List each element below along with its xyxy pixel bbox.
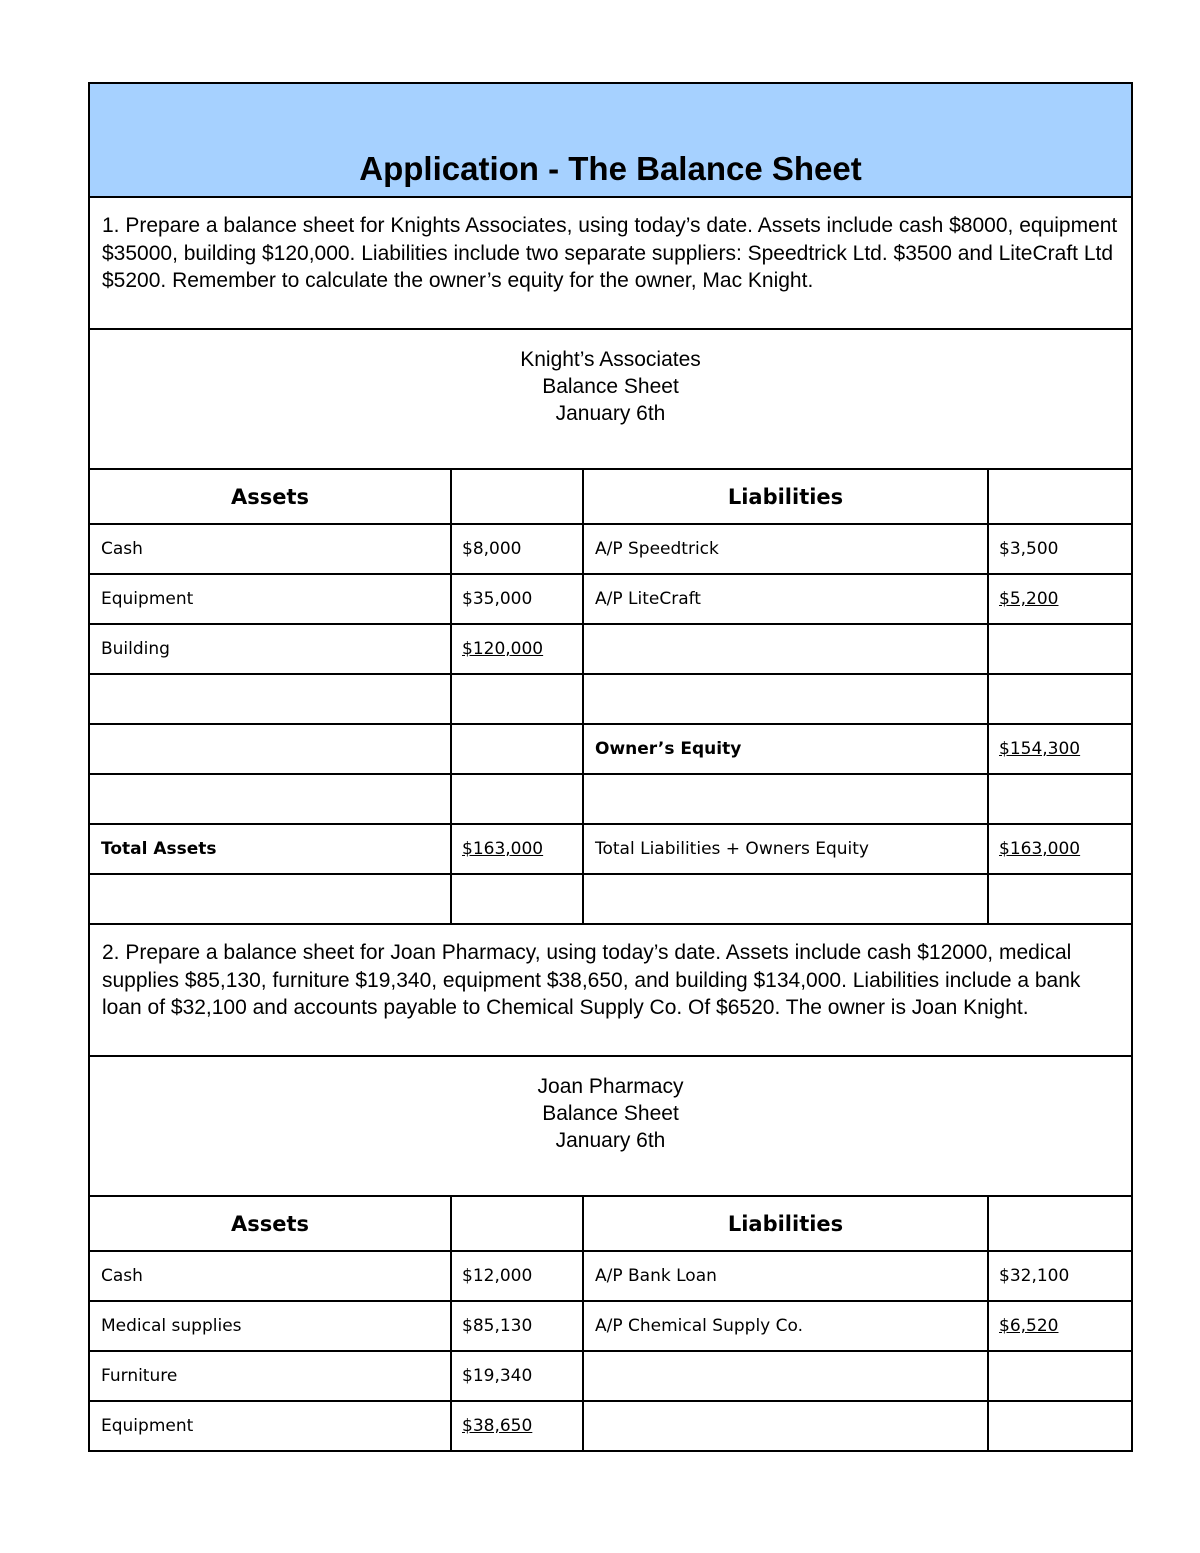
q2-asset-value: $38,650 (451, 1401, 583, 1451)
q1-liabilities-amount-header (988, 469, 1132, 524)
q1-asset-value (451, 674, 583, 724)
q2-assets-amount-header (451, 1196, 583, 1251)
q2-liabilities-amount-header (988, 1196, 1132, 1251)
q2-asset-label: Medical supplies (89, 1301, 451, 1351)
table-row (89, 1301, 1132, 1351)
q2-liabilities-header: Liabilities (583, 1196, 988, 1251)
table-row (89, 1401, 1132, 1451)
q1-liability-label (583, 774, 988, 824)
q1-asset-label: Building (89, 624, 451, 674)
q2-asset-value: $85,130 (451, 1301, 583, 1351)
q1-statement-name: Balance Sheet (542, 375, 679, 398)
q2-asset-value: $12,000 (451, 1251, 583, 1301)
table-row (89, 674, 1132, 724)
table-row (89, 524, 1132, 574)
q2-assets-header: Assets (89, 1196, 451, 1251)
q1-asset-value: $120,000 (451, 624, 583, 674)
q2-liability-label (583, 1401, 988, 1451)
q2-company-name: Joan Pharmacy (537, 1075, 684, 1098)
q1-liability-label: A/P Speedtrick (583, 524, 988, 574)
question-2-prompt: 2. Prepare a balance sheet for Joan Pharmacy, using today’s date. Assets include cash $12000, medical supplies $85,130, furniture $19,340, equipment $38,650, and building $134,000. Liabilities include a bank loan of $32,100 and accounts payable to Chemical Supply Co. Of $6520. The owner is Joan Knight. (89, 924, 1132, 1056)
q2-liability-value: $32,100 (988, 1251, 1132, 1301)
question-1-prompt: 1. Prepare a balance sheet for Knights Associates, using today’s date. Assets include cash $8000, equipment $35000, building $120,000. Liabilities include two separate suppliers: Speedtrick Ltd. $3500 and LiteCraft Ltd $5200. Remember to calculate the owner’s equity for the owner, Mac Knight. (89, 197, 1132, 329)
worksheet (88, 82, 1131, 1452)
q1-total-liabilities-equity-label: Total Liabilities + Owners Equity (583, 824, 988, 874)
q1-company-name: Knight’s Associates (520, 348, 701, 371)
table-row (89, 874, 1132, 924)
q1-asset-value: $8,000 (451, 524, 583, 574)
table-row (89, 574, 1132, 624)
q1-owners-equity-value: $154,300 (988, 724, 1132, 774)
q1-asset-label (89, 774, 451, 824)
q1-liability-value: $5,200 (988, 574, 1132, 624)
q1-statement-heading (89, 329, 1132, 469)
q1-liability-value (988, 774, 1132, 824)
q2-liability-value: $6,520 (988, 1301, 1132, 1351)
q2-asset-label: Furniture (89, 1351, 451, 1401)
q1-liability-value: $3,500 (988, 524, 1132, 574)
q2-liability-value (988, 1351, 1132, 1401)
q1-liability-label (583, 624, 988, 674)
table-row (89, 624, 1132, 674)
q2-statement-name: Balance Sheet (542, 1102, 679, 1125)
q1-statement-date: January 6th (555, 402, 666, 425)
q2-liability-label: A/P Bank Loan (583, 1251, 988, 1301)
q2-asset-value: $19,340 (451, 1351, 583, 1401)
table-row (89, 724, 1132, 774)
q1-asset-label: Equipment (89, 574, 451, 624)
q2-liability-label: A/P Chemical Supply Co. (583, 1301, 988, 1351)
q1-asset-value (451, 724, 583, 774)
q2-asset-label: Cash (89, 1251, 451, 1301)
q1-asset-value (451, 774, 583, 824)
q2-liability-value (988, 1401, 1132, 1451)
q1-total-assets-value: $163,000 (451, 824, 583, 874)
q1-owners-equity-label: Owner’s Equity (583, 724, 988, 774)
q1-asset-label: Cash (89, 524, 451, 574)
table-row (89, 774, 1132, 824)
q2-statement-heading (89, 1056, 1132, 1196)
q1-liabilities-header: Liabilities (583, 469, 988, 524)
table-row (89, 824, 1132, 874)
q2-asset-label: Equipment (89, 1401, 451, 1451)
q1-liability-label (583, 874, 988, 924)
q1-liability-value (988, 624, 1132, 674)
q1-asset-value: $35,000 (451, 574, 583, 624)
table-row (89, 1251, 1132, 1301)
q1-asset-label (89, 724, 451, 774)
q1-liability-value (988, 874, 1132, 924)
q1-asset-label (89, 674, 451, 724)
page-title: Application - The Balance Sheet (359, 150, 862, 187)
q1-assets-header: Assets (89, 469, 451, 524)
table-row (89, 1351, 1132, 1401)
q1-liability-value (988, 674, 1132, 724)
q1-liability-label (583, 674, 988, 724)
q1-liability-label: A/P LiteCraft (583, 574, 988, 624)
q1-asset-label (89, 874, 451, 924)
q2-statement-date: January 6th (555, 1129, 666, 1152)
q1-total-assets-label: Total Assets (89, 824, 451, 874)
q1-total-liabilities-equity-value: $163,000 (988, 824, 1132, 874)
balance-sheet-worksheet-table (88, 82, 1133, 1452)
q2-liability-label (583, 1351, 988, 1401)
title-banner (89, 83, 1132, 197)
q1-asset-value (451, 874, 583, 924)
q1-assets-amount-header (451, 469, 583, 524)
